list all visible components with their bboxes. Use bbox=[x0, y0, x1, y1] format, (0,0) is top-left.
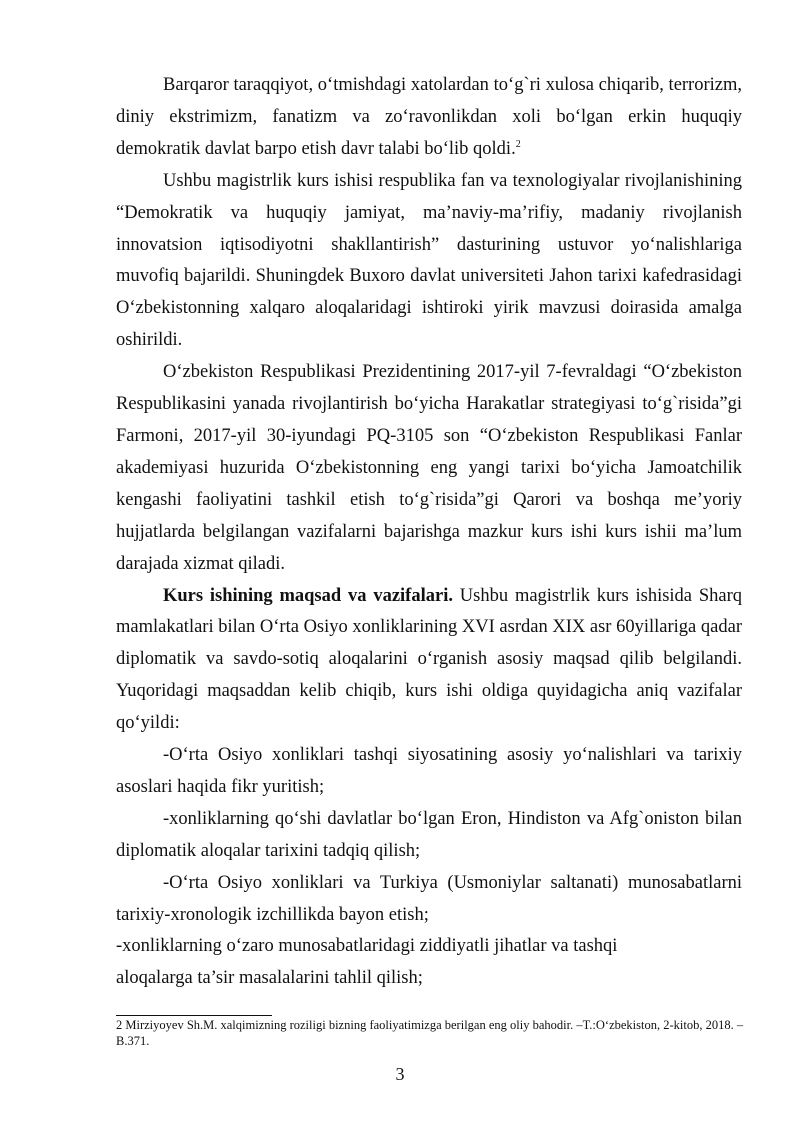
list-item: -xonliklarning o‘zaro munosabatlaridagi ziddiyatli jihatlar va tashqi bbox=[116, 936, 618, 957]
paragraph-3: O‘zbekiston Respublikasi Prezidentining 2017-yil 7-fevraldagi “O‘zbekiston Respublikasini yanada rivojlantirish bo‘yicha Harakatlar strategiyasi to‘g`risida”gi Farmoni, 2017-yil 30-iyundagi PQ-3105 son “O‘zbekiston Respublikasi Fanlar akademiyasi huzurida O‘zbekistonning eng yangi tarixi bo‘yicha Jamoatchilik kengashi faoliyatini tashkil etish to‘g`risida”gi Qarori va boshqa me’yoriy hujjatlarda belgilangan vazifalarni bajarishga mazkur kurs ishi kurs ishii ma’lum darajada xizmat qiladi. bbox=[116, 362, 742, 574]
page-number: 3 bbox=[395, 1064, 405, 1084]
paragraph-1 bbox=[116, 70, 742, 166]
footnote: 2 Mirziyoyev Sh.M. xalqimizning roziligi bizning faoliyatimizga berilgan eng oliy bahodir. –T.:O‘zbekiston, 2-kitob, 2018. –B.371. bbox=[116, 1018, 744, 1048]
section-heading: Kurs ishining maqsad va vazifalari. bbox=[163, 585, 453, 606]
footnote-divider bbox=[116, 1015, 272, 1016]
list-item: -O‘rta Osiyo xonliklari va Turkiya (Usmoniylar saltanati) munosabatlarni tarixiy-xronologik izchillikda bayon etish; bbox=[116, 872, 742, 925]
paragraph-4 bbox=[116, 581, 742, 741]
list-item: -xonliklarning qo‘shi davlatlar bo‘lgan Eron, Hindiston va Afg`oniston bilan diplomatik aloqalar tarixini tadqiq qilish; bbox=[116, 808, 742, 861]
body-text bbox=[116, 70, 742, 995]
list-item-continuation: aloqalarga ta’sir masalalarini tahlil qilish; bbox=[116, 968, 423, 989]
paragraph-1-text: Barqaror taraqqiyot, o‘tmishdagi xatolardan to‘g`ri xulosa chiqarib, terrorizm, diniy ekstrimizm, fanatizm va zo‘ravonlikdan xoli bo‘lgan erkin huquqiy demokratik davlat barpo etish davr talabi bo‘lib qoldi. bbox=[116, 75, 742, 159]
list-item: -O‘rta Osiyo xonliklari tashqi siyosatining asosiy yo‘nalishlari va tarixiy asoslari haqida fikr yuritish; bbox=[116, 745, 742, 797]
paragraph-2: Ushbu magistrlik kurs ishisi respublika fan va texnologiyalar rivojlanishining “Demokratik va huquqiy jamiyat, ma’naviy-ma’rifiy, madaniy rivojlanish innovatsion iqtisodiyotni shakllantirish” dasturining ustuvor yo‘nalishlariga muvofiq bajarildi. Shuningdek Buxoro davlat universiteti Jahon tarixi kafedrasidagi O‘zbekistonning xalqaro aloqalaridagi ishtiroki yirik mavzusi doirasida amalga oshirildi. bbox=[116, 170, 742, 351]
paragraph-4-text: Ushbu magistrlik kurs ishisida Sharq mamlakatlari bilan O‘rta Osiyo xonliklarining XVI asrdan XIX asr 60yillariga qadar diplomatik va savdo-sotiq aloqalarini o‘rganish asosiy maqsad qilib belgilandi. Yuqoridagi maqsaddan kelib chiqib, kurs ishi oldiga quyidagicha aniq vazifalar qo‘yildi: bbox=[116, 585, 742, 734]
footnote-reference: 2 bbox=[515, 138, 521, 150]
